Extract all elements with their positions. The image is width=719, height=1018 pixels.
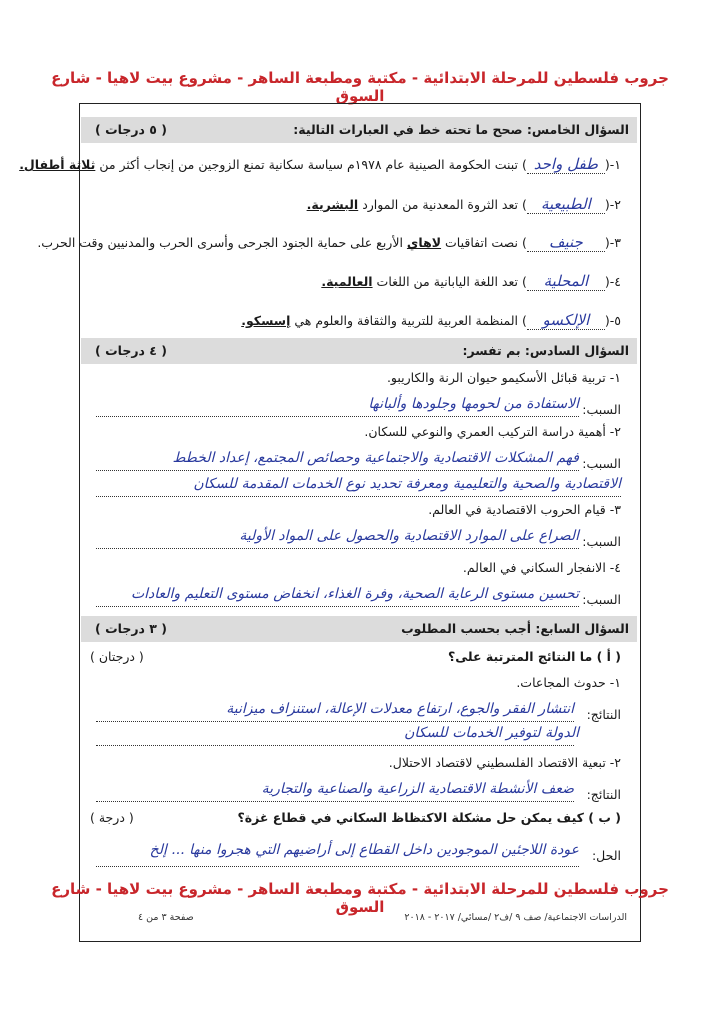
q7-a-heading: ( أ ) ما النتائج المترتبة على؟ bbox=[448, 649, 621, 664]
q7-b-heading: ( ب ) كيف يمكن حل مشكلة الاكتظاظ السكاني في قطاع غزة؟ bbox=[237, 810, 621, 825]
q7-question: ٢- تبعية الاقتصاد الفلسطيني لاقتصاد الاحتلال. bbox=[388, 755, 621, 770]
q5-item bbox=[241, 311, 621, 330]
q7-label: النتائج: bbox=[586, 787, 621, 802]
q6-answer: تحسين مستوى الرعاية الصحية، وفرة الغذاء، انخفاض مستوى التعليم والعادات bbox=[130, 586, 579, 602]
q6-question: ٣- قيام الحروب الاقتصادية في العالم. bbox=[428, 502, 621, 517]
q6-answer: فهم المشكلات الاقتصادية والاجتماعية وحصائص المجتمع، إعداد الخطط bbox=[172, 450, 579, 466]
q5-item bbox=[307, 195, 621, 214]
q6-label: السبب: bbox=[582, 402, 621, 417]
q5-item-answer: جنيف bbox=[527, 233, 605, 252]
q6-question: ٤- الانفجار السكاني في العالم. bbox=[462, 560, 621, 575]
q5-item-underlined: لاهاي bbox=[406, 235, 442, 250]
q7-answer: انتشار الفقر والجوع، ارتفاع معدلات الإعالة، استنزاف ميزانية bbox=[226, 701, 574, 717]
q5-item-text: نصت اتفاقيات bbox=[445, 235, 519, 250]
q7-answer-dots bbox=[96, 745, 574, 746]
q5-item-text-cont: الأربع على حماية الجنود الجرحى وأسرى الحرب والمدنيين وقت الحرب. bbox=[37, 235, 403, 250]
q6-answer: الاستفادة من لحومها وجلودها وألبانها bbox=[368, 396, 579, 412]
q6-answer-dots bbox=[96, 496, 621, 497]
q7-question: ١- حدوث المجاعات. bbox=[516, 675, 621, 690]
q6-answer-dots bbox=[96, 416, 579, 417]
q5-item-text: تبنت الحكومة الصينية عام ١٩٧٨م سياسة سكانية تمنع الزوجين من إنجاب أكثر من bbox=[99, 157, 519, 172]
header-banner: جروب فلسطين للمرحلة الابتدائية - مكتبة ومطبعة الساهر - مشروع بيت لاهيا - شارع السوق bbox=[51, 69, 669, 105]
q5-item-number: ٥-( bbox=[604, 313, 621, 328]
q6-answer: الاقتصادية والصحية والتعليمية ومعرفة تحديد نوع الخدمات المقدمة للسكان bbox=[193, 476, 621, 492]
q5-item bbox=[19, 155, 621, 174]
q5-item-close: ) bbox=[522, 274, 527, 289]
q5-item-text: المنظمة العربية للتربية والثقافة والعلوم هي bbox=[294, 313, 519, 328]
q7-b-dots bbox=[96, 866, 579, 867]
q6-label: السبب: bbox=[582, 534, 621, 549]
q7-b-grade: ( درجة ) bbox=[90, 810, 134, 825]
q6-answer-dots bbox=[96, 470, 579, 471]
q6-question: ٢- أهمية دراسة التركيب العمري والنوعي للسكان. bbox=[364, 424, 621, 439]
q5-item-underlined: البشرية. bbox=[306, 197, 359, 212]
q6-question: ١- تربية قبائل الأسكيمو حيوان الرنة والكاريبو. bbox=[386, 370, 621, 385]
q6-answer-dots bbox=[96, 548, 579, 549]
q6-grade: ( ٤ درجات ) bbox=[95, 343, 168, 358]
q5-item-answer: طفل واحد bbox=[527, 155, 605, 174]
q7-b-label: الحل: bbox=[591, 848, 621, 863]
q5-item-close: ) bbox=[522, 197, 527, 212]
q5-title: السؤال الخامس: صحح ما تحته خط في العبارات التالية: bbox=[293, 122, 629, 137]
q6-header bbox=[81, 338, 637, 364]
q5-item-number: ٢-( bbox=[604, 197, 621, 212]
q6-answer-dots bbox=[96, 606, 579, 607]
q6-answer: الصراع على الموارد الاقتصادية والحصول على المواد الأولية bbox=[239, 528, 579, 544]
q5-item-text: تعد اللغة اليابانية من اللغات bbox=[376, 274, 519, 289]
q7-title: السؤال السابع: أجب بحسب المطلوب bbox=[401, 621, 629, 636]
footer-course: الدراسات الاجتماعية/ صف ٩ /ف٢ /مسائي/ ٢٠١٧ - ٢٠١٨ bbox=[404, 912, 627, 923]
q5-item-text: تعد الثروة المعدنية من الموارد bbox=[362, 197, 519, 212]
q6-title: السؤال السادس: بم تفسر: bbox=[462, 343, 629, 358]
q5-item-close: ) bbox=[522, 235, 527, 250]
q5-item-number: ٤-( bbox=[604, 274, 621, 289]
q7-a-grade: ( درجتان ) bbox=[90, 649, 144, 664]
q5-item-underlined: العالمية. bbox=[321, 274, 373, 289]
q7-grade: ( ٣ درجات ) bbox=[95, 621, 168, 636]
q6-label: السبب: bbox=[582, 456, 621, 471]
q5-item-answer: الطبيعية bbox=[527, 195, 605, 214]
q5-item-answer: الإلكسو bbox=[527, 311, 605, 330]
q6-label: السبب: bbox=[582, 592, 621, 607]
q7-answer-dots bbox=[96, 801, 574, 802]
q7-answer: الدولة لتوفير الخدمات للسكان bbox=[404, 725, 579, 741]
q5-header bbox=[81, 117, 637, 143]
q5-grade: ( ٥ درجات ) bbox=[95, 122, 168, 137]
q5-item-number: ١-( bbox=[604, 157, 621, 172]
q7-header bbox=[81, 616, 637, 642]
footer-page: صفحة ٣ من ٤ bbox=[138, 912, 194, 923]
footer-banner: جروب فلسطين للمرحلة الابتدائية - مكتبة ومطبعة الساهر - مشروع بيت لاهيا - شارع السوق bbox=[51, 880, 669, 916]
q5-item-underlined: ثلاثة أطفال. bbox=[19, 157, 96, 172]
q7-b-answer: عودة اللاجئين الموجودين داخل القطاع إلى أراضيهم التي هجروا منها ... إلخ bbox=[149, 842, 579, 858]
q5-item-close: ) bbox=[522, 313, 527, 328]
q7-answer: ضعف الأنشطة الاقتصادية الزراعية والصناعية والتجارية bbox=[261, 781, 574, 797]
q5-item bbox=[321, 272, 621, 291]
q5-item bbox=[37, 233, 621, 252]
q5-item-underlined: إسسكو. bbox=[241, 313, 291, 328]
q5-item-number: ٣-( bbox=[604, 235, 621, 250]
q7-answer-dots bbox=[96, 721, 574, 722]
q5-item-answer: المحلية bbox=[527, 272, 605, 291]
q7-label: النتائج: bbox=[586, 707, 621, 722]
q5-item-close: ) bbox=[522, 157, 527, 172]
